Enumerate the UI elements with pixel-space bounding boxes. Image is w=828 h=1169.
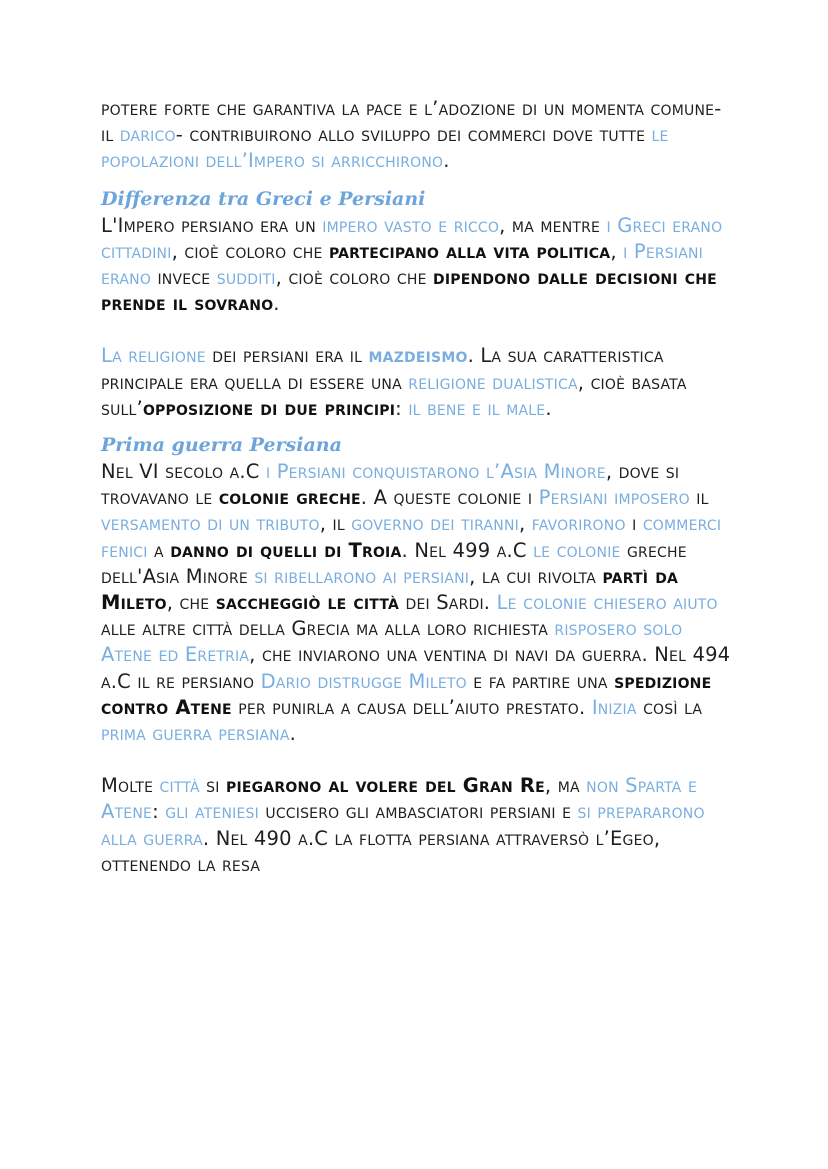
- highlighted-bold-text: mazdeismo: [368, 344, 468, 368]
- highlighted-text: Dario distrugge Mileto: [260, 669, 467, 693]
- body-text: ,: [610, 239, 624, 263]
- body-text: , che: [166, 591, 216, 615]
- highlighted-text: i Greci erano cittadini: [101, 213, 723, 263]
- highlighted-text: religione dualistica: [408, 370, 578, 394]
- bold-text: colonie greche: [218, 486, 361, 510]
- paragraph-greci-persiani: [101, 213, 738, 318]
- highlighted-text: risposero solo Atene ed Eretria: [101, 617, 683, 667]
- bold-text: piegarono al volere del Gran Re: [226, 774, 545, 798]
- highlighted-text: il bene e il male: [408, 396, 546, 420]
- body-text: per punirla a causa dell’aiuto prestato.: [231, 695, 592, 719]
- body-text: , ma: [544, 774, 587, 798]
- heading-prima-guerra-persiana: Prima guerra Persiana: [101, 434, 342, 457]
- body-text: , cioè coloro che: [275, 266, 434, 290]
- body-text: dei Sardi.: [399, 591, 497, 615]
- body-text: , il: [319, 512, 352, 536]
- body-text: :: [395, 396, 409, 420]
- body-text: . A queste colonie i: [360, 486, 539, 510]
- highlighted-text: prima guerra persiana: [101, 722, 290, 746]
- body-text: . La sua caratteristica principale era quella di essere una: [101, 344, 664, 394]
- highlighted-text: versamento di un tributo: [101, 512, 320, 536]
- body-text: - contribuirono allo sviluppo dei commerci dove tutte: [175, 123, 652, 147]
- highlighted-text: Persiani imposero: [538, 486, 690, 510]
- body-text: i: [625, 512, 643, 536]
- bold-text: saccheggiò le città: [215, 591, 400, 615]
- body-text: , che inviarono una ventina di navi da guerra. Nel 494 a.C il re persiano: [101, 643, 731, 693]
- body-text: ,: [518, 512, 532, 536]
- body-text: si: [199, 774, 226, 798]
- highlighted-text: i Persiani conquistarono l’Asia Minore: [265, 460, 606, 484]
- body-text: a: [147, 538, 171, 562]
- body-text: .: [545, 396, 552, 420]
- paragraph-prima-guerra: [101, 459, 738, 747]
- highlighted-text: non Sparta e Atene: [101, 774, 698, 824]
- highlighted-text: favorirono: [531, 512, 626, 536]
- paragraph-religione: [101, 343, 738, 422]
- body-text: Nel VI secolo a.C: [101, 460, 266, 484]
- highlighted-text: città: [159, 774, 200, 798]
- body-text: , la cui rivolta: [469, 564, 603, 588]
- highlighted-text: La religione: [101, 344, 206, 368]
- body-text: alle altre città della Grecia ma alla loro richiesta: [101, 617, 555, 641]
- body-text: , cioè coloro che: [171, 239, 329, 263]
- body-text: .: [443, 149, 450, 173]
- body-text: :: [152, 800, 166, 824]
- paragraph-darico: [101, 96, 738, 175]
- bold-text: partì da Mileto: [101, 564, 679, 615]
- bold-text: danno di quelli di Troia: [170, 538, 402, 562]
- body-text: , ma mentre: [499, 213, 607, 237]
- body-text: greche dell'Asia Minore: [101, 538, 687, 588]
- body-text: Molte: [101, 774, 160, 798]
- highlighted-text: impero vasto e ricco: [322, 213, 500, 237]
- highlighted-text: governo dei tiranni: [351, 512, 519, 536]
- heading-differenza-greci-persiani: Differenza tra Greci e Persiani: [101, 187, 426, 210]
- highlighted-text: i Persiani erano: [101, 239, 703, 290]
- highlighted-text: sudditi: [216, 266, 276, 290]
- highlighted-text: gli ateniesi: [165, 800, 259, 824]
- body-text: L'Impero persiano era un: [101, 213, 323, 237]
- highlighted-text: Inizia: [591, 695, 637, 719]
- body-text: il: [689, 486, 709, 510]
- body-text: .: [273, 292, 280, 316]
- body-text: , cioè basata sull’: [101, 370, 687, 420]
- highlighted-text: le popolazioni dell’Impero si arricchirono: [101, 123, 669, 173]
- body-text: uccisero gli ambasciatori persiani e: [258, 800, 578, 824]
- bold-text: spedizione contro Atene: [101, 669, 712, 719]
- body-text: , dove si trovavano le: [101, 460, 680, 510]
- highlighted-text: si prepararono alla guerra: [101, 800, 705, 850]
- body-text: .: [289, 722, 297, 746]
- highlighted-text: commerci fenici: [101, 512, 722, 562]
- body-text: dei persiani era il: [205, 344, 369, 368]
- body-text: invece: [151, 266, 217, 290]
- body-text: . Nel 499 a.C: [401, 538, 534, 562]
- body-text: così la: [636, 695, 703, 719]
- body-text: . Nel 490 a.C la flotta persiana attraversò l’Egeo, ottenendo la resa: [101, 826, 661, 876]
- bold-text: dipendono dalle decisioni che prende il sovrano: [101, 266, 717, 316]
- bold-text: opposizione di due principi: [142, 396, 396, 420]
- body-text: potere forte che garantiva la pace e l’adozione di un momenta comune- il: [101, 97, 722, 147]
- bold-text: partecipano alla vita politica: [328, 239, 611, 263]
- body-text: e fa partire una: [466, 669, 615, 693]
- highlighted-text: Le colonie chiesero aiuto: [496, 591, 718, 615]
- highlighted-text: si ribellarono ai persiani: [254, 564, 470, 588]
- highlighted-text: darico: [119, 123, 176, 147]
- highlighted-text: le colonie: [533, 538, 621, 562]
- paragraph-gran-re: [101, 773, 738, 878]
